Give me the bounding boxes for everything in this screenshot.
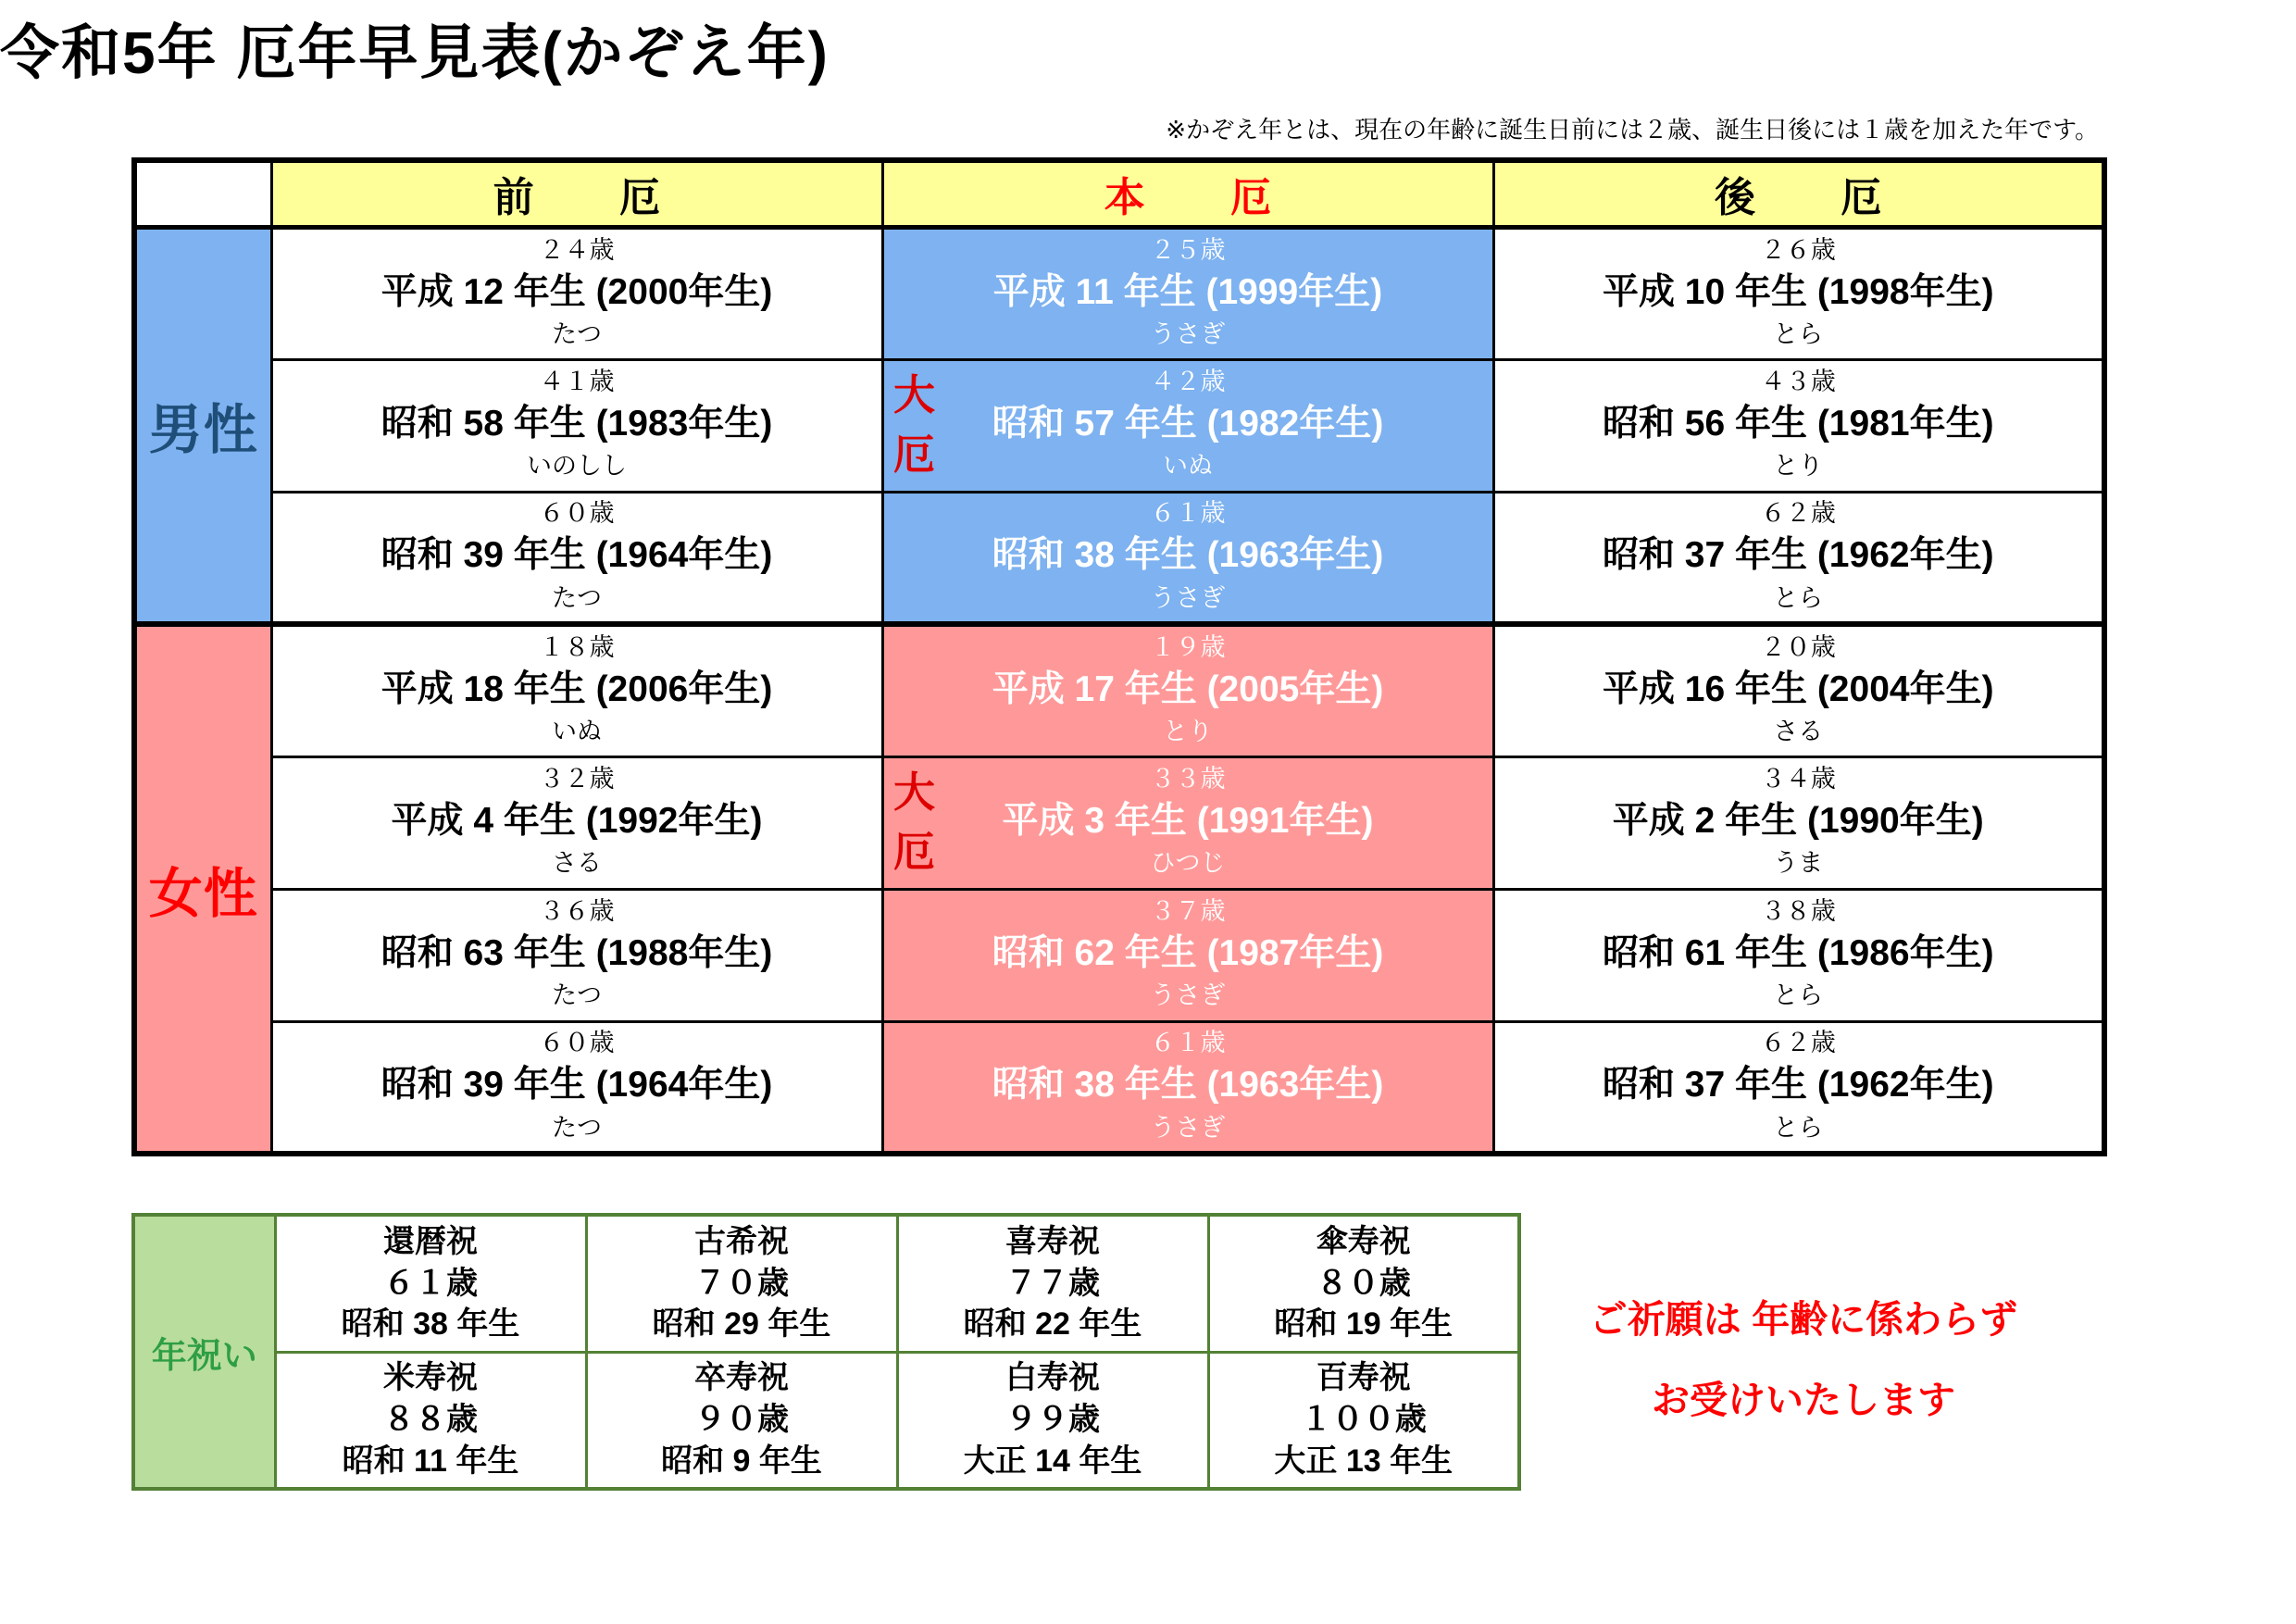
age-text: ３７歳	[1150, 897, 1226, 925]
corner-cell	[134, 160, 271, 227]
celebration-year: 昭和 11 年生	[342, 1443, 519, 1479]
prayer-notice	[1544, 1289, 2063, 1424]
female-row1-atoyaku-cell	[1493, 624, 2104, 756]
zodiac-text: うさぎ	[1150, 1113, 1226, 1142]
prayer-notice-line2: お受けいたします	[1652, 1379, 1955, 1421]
celebration-year: 昭和 22 年生	[963, 1306, 1142, 1343]
age-text: ３４歳	[1760, 765, 1836, 793]
male-row-1	[134, 227, 2104, 359]
male-row2-atoyaku-cell	[1493, 359, 2104, 492]
zodiac-text: とり	[1773, 452, 1824, 481]
sotsuju-cell	[586, 1352, 897, 1489]
age-text: ６２歳	[1760, 1029, 1836, 1057]
female-row1-honyaku-cell	[882, 624, 1493, 756]
zodiac-text: うま	[1773, 849, 1824, 878]
toshiiwai-table	[131, 1213, 1521, 1491]
zodiac-text: ひつじ	[1150, 849, 1226, 878]
male-row1-honyaku-cell	[882, 227, 1493, 359]
celebration-year: 昭和 9 年生	[661, 1443, 822, 1479]
celebration-name: 百寿祝	[1316, 1360, 1411, 1396]
birth-year-text: 昭和 37 年生 (1962年生)	[1602, 1065, 1994, 1106]
male-row2-honyaku-cell	[882, 359, 1493, 492]
taiyaku-label: 大厄	[892, 768, 935, 875]
male-row3-atoyaku-cell	[1493, 492, 2104, 624]
header-row	[134, 160, 2104, 227]
female-row1-maeyaku-cell	[271, 624, 882, 756]
age-text: ２０歳	[1760, 632, 1836, 661]
kazoe-doshi-note: ※かぞえ年とは、現在の年齢に誕生日前には２歳、誕生日後には１歳を加えた年です。	[1166, 116, 2099, 144]
birth-year-text: 昭和 39 年生 (1964年生)	[381, 535, 773, 576]
female-section-label: 女性	[134, 624, 271, 1154]
prayer-notice-line1: ご祈願は 年齢に係わらず	[1589, 1298, 2018, 1341]
female-row-2	[134, 756, 2104, 889]
birth-year-text: 昭和 37 年生 (1962年生)	[1602, 535, 1994, 576]
age-text: ６２歳	[1760, 499, 1836, 528]
hyakuju-cell	[1208, 1352, 1519, 1489]
celebration-name: 傘寿祝	[1316, 1223, 1411, 1259]
page-title: 令和5年 厄年早見表(かぞえ年)	[0, 19, 830, 86]
zodiac-text: たつ	[552, 583, 602, 612]
kiju-cell	[897, 1215, 1208, 1352]
celebration-name: 卒寿祝	[694, 1360, 789, 1396]
birth-year-text: 平成 3 年生 (1991年生)	[1002, 801, 1374, 842]
zodiac-text: とり	[1163, 718, 1213, 746]
celebration-age: １００歳	[1300, 1402, 1427, 1438]
kanreki-cell	[275, 1215, 586, 1352]
age-text: ６１歳	[1150, 1029, 1226, 1057]
birth-year-text: 昭和 38 年生 (1963年生)	[992, 535, 1384, 576]
zodiac-text: たつ	[552, 319, 602, 348]
toshiiwai-row-1	[133, 1215, 1519, 1352]
zodiac-text: さる	[1773, 718, 1824, 746]
zodiac-text: さる	[552, 849, 602, 878]
age-text: １８歳	[539, 632, 615, 661]
birth-year-text: 昭和 58 年生 (1983年生)	[381, 404, 773, 444]
age-text: １９歳	[1150, 632, 1226, 661]
yakudoshi-table	[131, 157, 2107, 1156]
male-row-2	[134, 359, 2104, 492]
celebration-year: 大正 13 年生	[1274, 1443, 1454, 1479]
zodiac-text: いのしし	[527, 452, 627, 481]
age-text: ３２歳	[539, 765, 615, 793]
birth-year-text: 平成 11 年生 (1999年生)	[992, 271, 1383, 312]
female-row3-honyaku-cell	[882, 889, 1493, 1021]
birth-year-text: 昭和 57 年生 (1982年生)	[992, 404, 1384, 444]
age-text: ２５歳	[1150, 235, 1226, 264]
celebration-age: ８０歳	[1316, 1265, 1411, 1301]
female-row-1	[134, 624, 2104, 756]
hakuju-cell	[897, 1352, 1208, 1489]
age-text: ４２歳	[1150, 368, 1226, 395]
age-text: ３８歳	[1760, 897, 1836, 925]
celebration-age: ８８歳	[383, 1402, 478, 1438]
female-row4-atoyaku-cell	[1493, 1021, 2104, 1154]
male-row2-maeyaku-cell	[271, 359, 882, 492]
birth-year-text: 昭和 56 年生 (1981年生)	[1602, 404, 1994, 444]
female-row2-maeyaku-cell	[271, 756, 882, 889]
birth-year-text: 昭和 38 年生 (1963年生)	[992, 1065, 1384, 1106]
age-text: ４１歳	[539, 368, 615, 395]
zodiac-text: とら	[1773, 583, 1824, 612]
birth-year-text: 平成 18 年生 (2006年生)	[381, 668, 773, 709]
birth-year-text: 昭和 39 年生 (1964年生)	[381, 1065, 773, 1106]
celebration-name: 古希祝	[694, 1223, 789, 1259]
zodiac-text: うさぎ	[1150, 319, 1226, 348]
celebration-age: ９０歳	[694, 1402, 789, 1438]
female-row3-atoyaku-cell	[1493, 889, 2104, 1021]
age-text: ２４歳	[539, 235, 615, 264]
male-row3-honyaku-cell	[882, 492, 1493, 624]
sanju-cell	[1208, 1215, 1519, 1352]
female-row-3	[134, 889, 2104, 1021]
zodiac-text: うさぎ	[1150, 583, 1226, 612]
col-header-atoyaku: 後 厄	[1493, 160, 2104, 227]
female-row4-maeyaku-cell	[271, 1021, 882, 1154]
male-section-label: 男性	[134, 227, 271, 624]
age-text: ２６歳	[1760, 235, 1836, 264]
female-row3-maeyaku-cell	[271, 889, 882, 1021]
celebration-name: 米寿祝	[383, 1360, 478, 1396]
female-row-4	[134, 1021, 2104, 1154]
birth-year-text: 平成 12 年生 (2000年生)	[381, 271, 773, 312]
koki-cell	[586, 1215, 897, 1352]
zodiac-text: とら	[1773, 319, 1824, 348]
col-header-maeyaku: 前 厄	[271, 160, 882, 227]
age-text: ３３歳	[1150, 765, 1226, 793]
male-row-3	[134, 492, 2104, 624]
female-row4-honyaku-cell	[882, 1021, 1493, 1154]
zodiac-text: いぬ	[552, 718, 602, 746]
male-row1-atoyaku-cell	[1493, 227, 2104, 359]
birth-year-text: 平成 4 年生 (1992年生)	[391, 801, 763, 842]
toshiiwai-section-label: 年祝い	[133, 1215, 275, 1489]
birth-year-text: 昭和 61 年生 (1986年生)	[1602, 933, 1994, 974]
celebration-year: 昭和 38 年生	[341, 1306, 520, 1343]
zodiac-text: たつ	[552, 981, 602, 1010]
celebration-year: 昭和 19 年生	[1274, 1306, 1454, 1343]
birth-year-text: 昭和 63 年生 (1988年生)	[381, 933, 773, 974]
birth-year-text: 昭和 62 年生 (1987年生)	[992, 933, 1384, 974]
celebration-name: 還暦祝	[383, 1223, 478, 1259]
col-header-honyaku: 本 厄	[882, 160, 1493, 227]
celebration-name: 喜寿祝	[1005, 1223, 1100, 1259]
celebration-name: 白寿祝	[1005, 1360, 1100, 1396]
beiju-cell	[275, 1352, 586, 1489]
birth-year-text: 平成 10 年生 (1998年生)	[1602, 271, 1994, 312]
male-row3-maeyaku-cell	[271, 492, 882, 624]
zodiac-text: とら	[1773, 981, 1824, 1010]
zodiac-text: いぬ	[1163, 452, 1213, 481]
age-text: ６０歳	[539, 499, 615, 528]
celebration-age: ７７歳	[1005, 1265, 1100, 1301]
zodiac-text: うさぎ	[1150, 981, 1226, 1010]
celebration-year: 大正 14 年生	[963, 1443, 1142, 1479]
celebration-age: ６１歳	[383, 1265, 478, 1301]
age-text: ６０歳	[539, 1029, 615, 1057]
birth-year-text: 平成 16 年生 (2004年生)	[1602, 668, 1994, 709]
toshiiwai-row-2	[133, 1352, 1519, 1489]
age-text: ３６歳	[539, 897, 615, 925]
age-text: ４３歳	[1760, 368, 1836, 395]
taiyaku-label: 大厄	[892, 370, 935, 478]
birth-year-text: 平成 2 年生 (1990年生)	[1612, 801, 1984, 842]
celebration-age: ７０歳	[694, 1265, 789, 1301]
birth-year-text: 平成 17 年生 (2005年生)	[992, 668, 1384, 709]
female-row2-honyaku-cell	[882, 756, 1493, 889]
celebration-age: ９９歳	[1005, 1402, 1100, 1438]
zodiac-text: たつ	[552, 1113, 602, 1142]
celebration-year: 昭和 29 年生	[652, 1306, 831, 1343]
female-row2-atoyaku-cell	[1493, 756, 2104, 889]
zodiac-text: とら	[1773, 1113, 1824, 1142]
male-row1-maeyaku-cell	[271, 227, 882, 359]
age-text: ６１歳	[1150, 499, 1226, 528]
